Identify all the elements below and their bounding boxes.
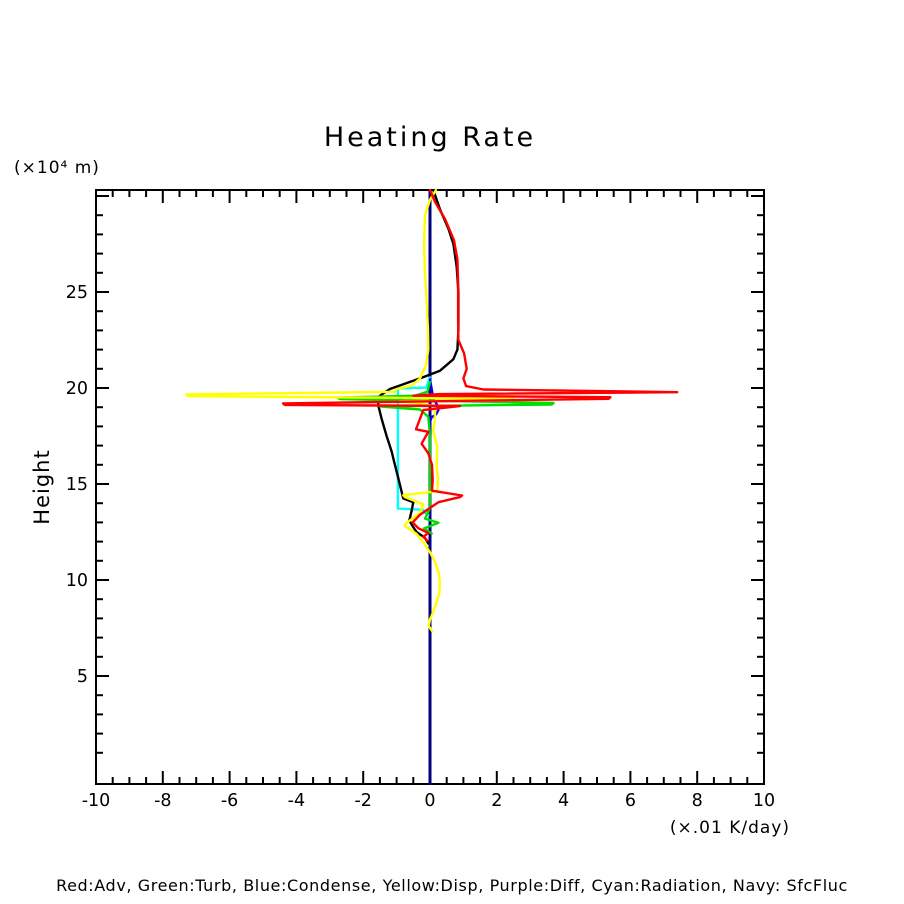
x-tick-label: 4 [558,791,570,811]
series-curves [186,190,677,784]
y-tick-label: 20 [65,379,88,399]
y-axis-label: Height [30,449,54,525]
x-tick-labels [82,791,775,811]
x-axis-unit-label: (×.01 K/day) [669,818,790,838]
y-tick-label: 5 [76,667,88,687]
y-axis-unit-label: (×10⁴ m) [14,158,100,178]
series-yellow [186,190,513,631]
legend-caption: Red:Adv, Green:Turb, Blue:Condense, Yellow:Disp, Purple:Diff, Cyan:Radiation, Navy: SfcFluc [56,876,848,895]
y-tick-label: 25 [65,283,88,303]
x-tick-label: 10 [752,791,776,811]
series-red [283,190,677,541]
x-tick-label: -2 [354,791,372,811]
x-tick-label: 0 [424,791,436,811]
x-tick-label: -6 [220,791,239,811]
x-tick-label: 2 [491,791,503,811]
x-tick-label: -8 [154,791,172,811]
y-tick-label: 15 [65,475,88,495]
x-tick-label: 6 [624,791,636,811]
y-tick-label: 10 [65,571,88,591]
page-title: Heating Rate [323,122,537,153]
series-black [378,190,458,544]
x-tick-label: -4 [287,791,306,811]
y-tick-labels [66,283,88,687]
x-tick-label: -10 [81,791,111,811]
x-tick-label: 8 [691,791,703,811]
